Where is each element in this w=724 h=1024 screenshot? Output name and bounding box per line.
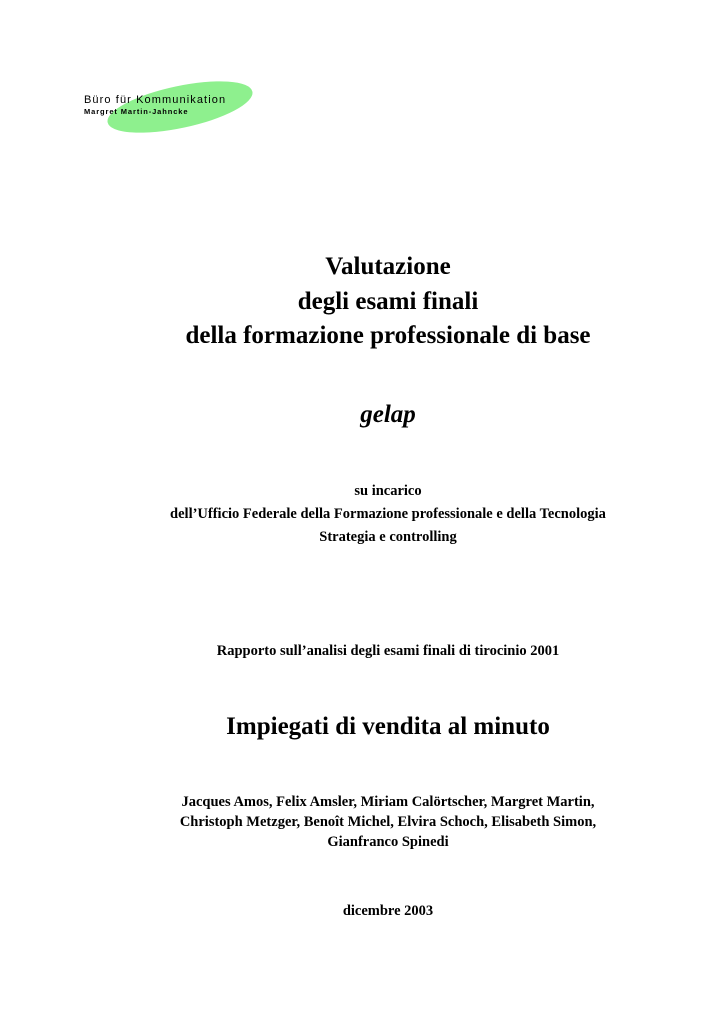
title-line: della formazione professionale di base <box>185 322 591 349</box>
commission-line: dell’Ufficio Federale della Formazione professionale e della Tecnologia <box>170 506 606 522</box>
document-title <box>0 250 724 354</box>
authors-line: Jacques Amos, Felix Amsler, Miriam Calörtscher, Margret Martin, <box>181 794 595 810</box>
commission-block <box>0 480 724 549</box>
authors-line: Gianfranco Spinedi <box>327 834 449 850</box>
logo-owner-name: Margret Martin-Jahncke <box>84 107 189 116</box>
title-line: Valutazione <box>325 253 451 280</box>
title-line: degli esami finali <box>297 287 479 315</box>
company-logo <box>84 82 254 134</box>
profession-heading: Impiegati di vendita al minuto <box>226 713 550 740</box>
authors-line: Christoph Metzger, Benoît Michel, Elvira Schoch, Elisabeth Simon, <box>179 814 597 830</box>
commission-line: su incarico <box>354 483 422 499</box>
authors-list <box>0 792 724 852</box>
commission-line: Strategia e controlling <box>319 529 457 545</box>
project-name: gelap <box>360 401 416 428</box>
publication-date: dicembre 2003 <box>342 903 434 919</box>
report-description: Rapporto sull’analisi degli esami finali di tirocinio 2001 <box>216 643 560 659</box>
logo-company-name: Büro für Kommunikation <box>84 94 227 106</box>
